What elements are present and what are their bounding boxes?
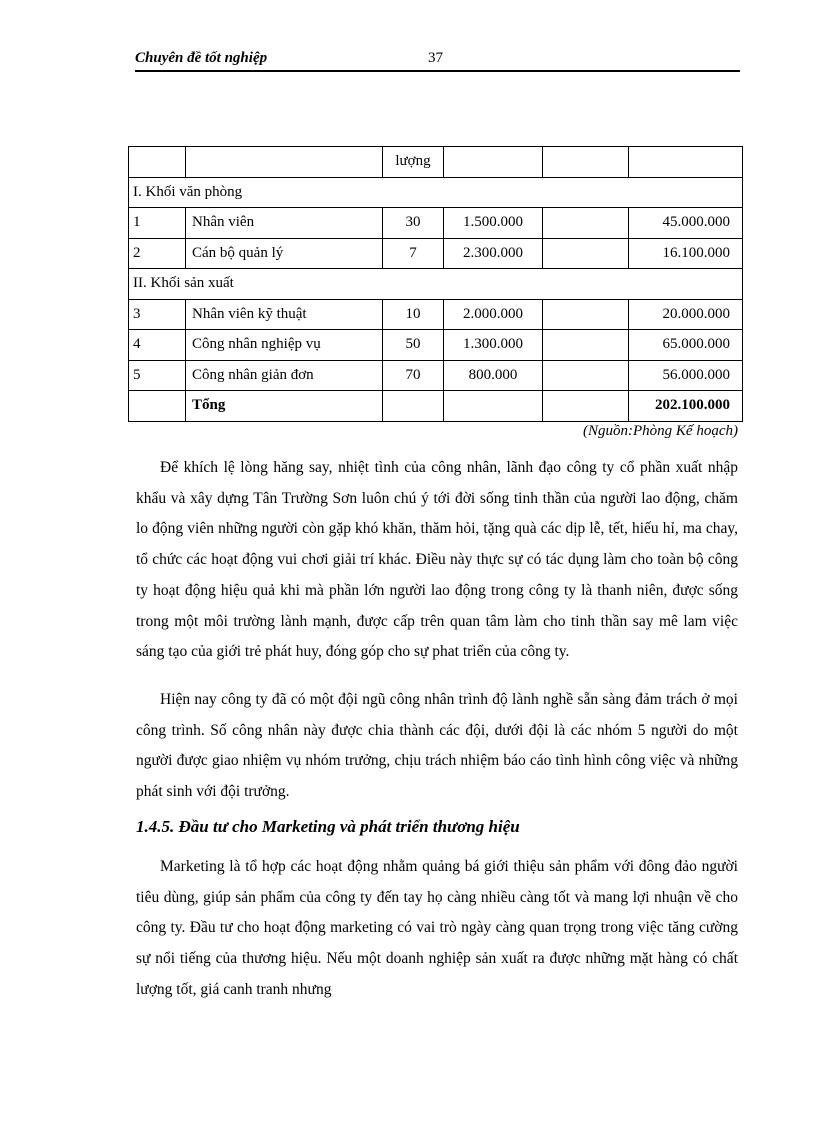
table-row [129, 299, 743, 330]
row-no: 3 [129, 299, 186, 330]
row-name: Nhân viên kỹ thuật [186, 299, 383, 330]
paragraph-2 [136, 685, 738, 808]
row-name: Công nhân giản đơn [186, 360, 383, 391]
table-row [129, 330, 743, 361]
row-total: 45.000.000 [629, 208, 743, 239]
row-qty: 30 [383, 208, 444, 239]
row-price: 2.300.000 [444, 238, 543, 269]
row-qty: 50 [383, 330, 444, 361]
group-label: I. Khối văn phòng [129, 177, 743, 208]
table-row [129, 360, 743, 391]
row-name: Cán bộ quản lý [186, 238, 383, 269]
table-row [129, 208, 743, 239]
table-row [129, 238, 743, 269]
row-qty: 70 [383, 360, 444, 391]
table-cell [543, 147, 629, 178]
row-price: 1.500.000 [444, 208, 543, 239]
row-no: 1 [129, 208, 186, 239]
row-price: 1.300.000 [444, 330, 543, 361]
table-cell [186, 147, 383, 178]
grand-total: 202.100.000 [629, 391, 743, 422]
paragraph-3 [136, 852, 738, 1006]
row-extra [543, 299, 629, 330]
table-source-note: (Nguồn:Phòng Kế hoạch) [583, 423, 738, 439]
row-total: 16.100.000 [629, 238, 743, 269]
paragraph-text: Hiện nay công ty đã có một đội ngũ công nhân trình độ lành nghề sẵn sàng đảm trách ở mọi công trình. Số công nhân này được chia thành các đội, dưới đội là các nhóm 5 người do một người được giao nhiệm vụ nhóm trưởng, chịu trách nhiệm báo cáo tình hình công việc và những phát sinh với đội trưởng. [136, 691, 738, 801]
row-extra [543, 360, 629, 391]
row-no: 4 [129, 330, 186, 361]
table-cell [444, 147, 543, 178]
salary-table [128, 146, 743, 422]
table-group-row [129, 177, 743, 208]
table-cell [629, 147, 743, 178]
row-qty: 7 [383, 238, 444, 269]
row-no: 5 [129, 360, 186, 391]
row-name: Nhân viên [186, 208, 383, 239]
row-extra [543, 208, 629, 239]
table-cell [129, 391, 186, 422]
row-extra [543, 330, 629, 361]
header-title: Chuyên đề tốt nghiệp [135, 50, 268, 66]
row-total: 56.000.000 [629, 360, 743, 391]
table-group-row [129, 269, 743, 300]
table-cell [543, 391, 629, 422]
total-label: Tổng [186, 391, 383, 422]
row-price: 800.000 [444, 360, 543, 391]
row-qty: 10 [383, 299, 444, 330]
table-header-qty: lượng [383, 147, 444, 178]
paragraph-1 [136, 453, 738, 668]
page-header [135, 48, 740, 72]
row-price: 2.000.000 [444, 299, 543, 330]
row-no: 2 [129, 238, 186, 269]
section-heading: 1.4.5. Đầu tư cho Marketing và phát triển thương hiệu [136, 817, 520, 836]
group-label: II. Khối sản xuất [129, 269, 743, 300]
row-total: 20.000.000 [629, 299, 743, 330]
table-cell [444, 391, 543, 422]
paragraph-text: Để khích lệ lòng hăng say, nhiệt tình của công nhân, lãnh đạo công ty cổ phần xuất nhập khẩu và xây dựng Tân Trường Sơn luôn chú ý tới đời sống tinh thần của người lao động, chăm lo động viên những người còn gặp khó khăn, thăm hỏi, tặng quà các dịp lễ, tết, hiếu hỉ, ma chay, tổ chức các hoạt động vui chơi giải trí khác. Điều này thực sự có tác dụng làm cho toàn bộ công ty hoạt động hiệu quả khi mà phần lớn người lao động trong công ty là thanh niên, được sống trong một môi trường lành mạnh, được cấp trên quan tâm làm cho tinh thần say mê lam việc sáng tạo của giới trẻ phát huy, đóng góp cho sự phat triển của công ty. [136, 459, 738, 661]
row-total: 65.000.000 [629, 330, 743, 361]
table-total-row [129, 391, 743, 422]
table-cell [383, 391, 444, 422]
table-row-header-partial [129, 147, 743, 178]
row-extra [543, 238, 629, 269]
row-name: Công nhân nghiệp vụ [186, 330, 383, 361]
page-number: 37 [428, 50, 443, 66]
paragraph-text: Marketing là tổ hợp các hoạt động nhằm quảng bá giới thiệu sản phẩm với đông đảo người tiêu dùng, giúp sản phẩm của công ty đến tay họ càng nhiều càng tốt và mang lợi nhuận về cho công ty. Đầu tư cho hoạt động marketing có vai trò ngày càng quan trọng trong việc tăng cường sự nổi tiếng của thương hiệu. Nếu một doanh nghiệp sản xuất ra được những mặt hàng có chất lượng tốt, giá canh tranh nhưng [136, 858, 738, 998]
table-cell [129, 147, 186, 178]
